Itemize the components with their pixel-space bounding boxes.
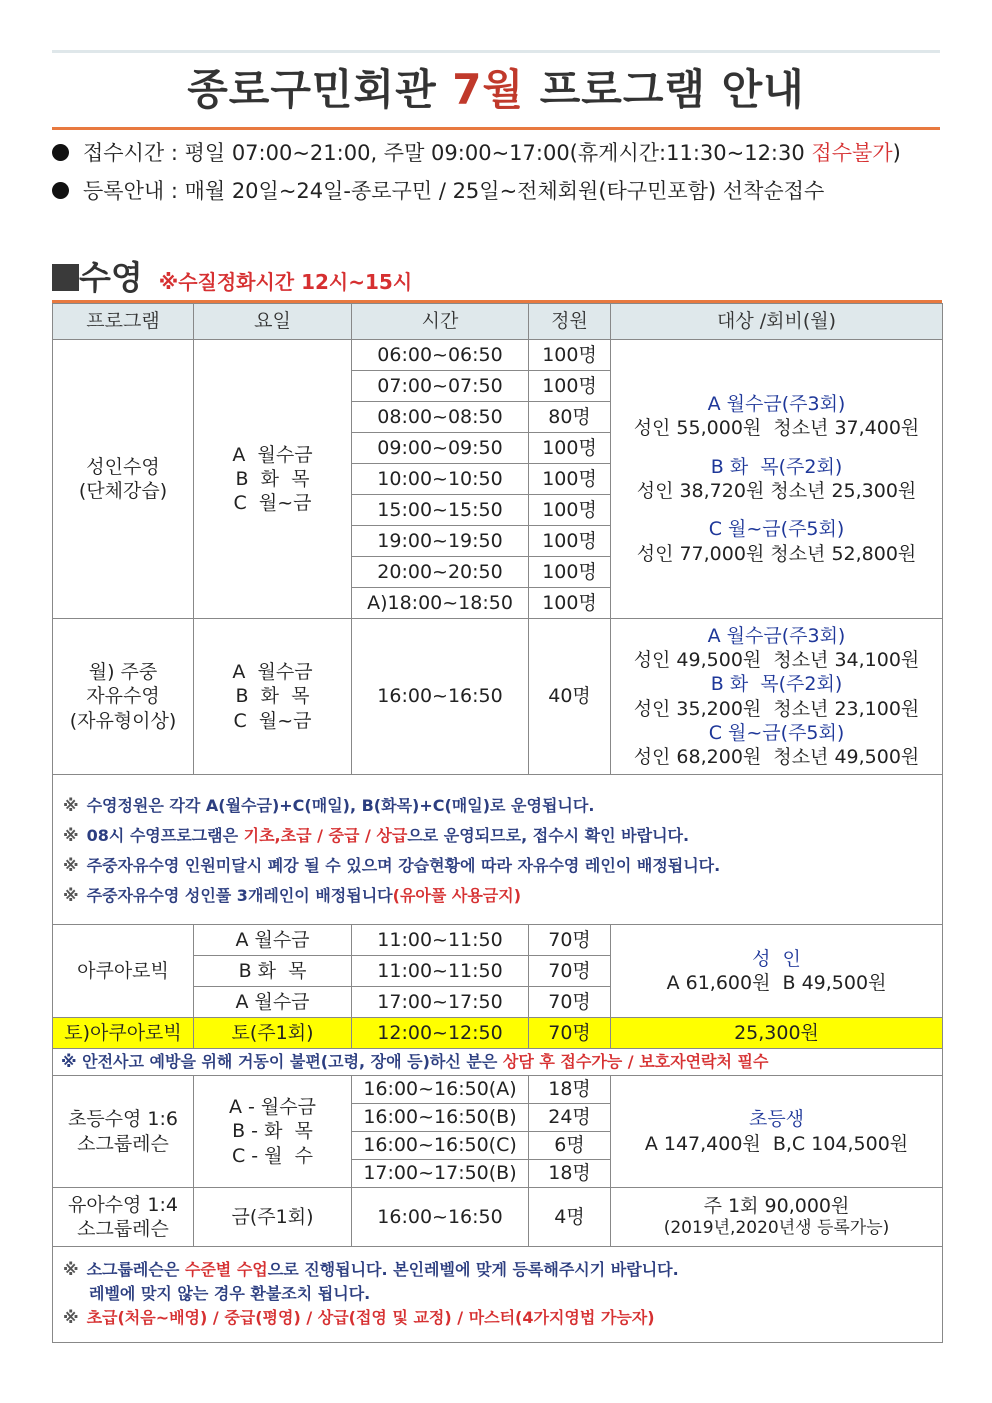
title-month: 7월 [452, 65, 525, 114]
header-capacity: 정원 [529, 304, 611, 340]
title-divider [52, 127, 940, 130]
adult-days-cell: A 월수금 B 화 목 C 월~금 [194, 340, 352, 619]
table-row: 10:00~10:50 100명 [53, 464, 943, 495]
table-row: 초등수영 1:6 소그룹레슨 A - 월수금 B - 화 목 C - 월 수 16:00~16:50(A) 18명 초등생 A 147,400원 B,C 104,500원 [53, 1076, 943, 1104]
table-header-row [53, 304, 943, 340]
top-divider [52, 50, 940, 53]
header-fee: 대상 /회비(월) [611, 304, 943, 340]
bullet-icon [52, 144, 69, 161]
table-row: 09:00~09:50 100명 [53, 433, 943, 464]
saturday-aqua-row: 토)아쿠아로빅 토(주1회) 12:00~12:50 70명 25,300원 [53, 1018, 943, 1049]
table-row: 07:00~07:50 100명 [53, 371, 943, 402]
table-row: B 화 목 11:00~11:50 70명 [53, 956, 943, 987]
kid-fee-cell: 주 1회 90,000원 (2019년,2020년생 등록가능) [611, 1188, 943, 1247]
program-table-wrapper [52, 300, 942, 1343]
table-row: A)18:00~18:50 100명 [53, 588, 943, 619]
elem-days-cell: A - 월수금 B - 화 목 C - 월 수 [194, 1076, 352, 1188]
page-title [52, 62, 940, 118]
header-program: 프로그램 [53, 304, 194, 340]
free-swim-program-cell: 월) 주중 자유수영 (자유형이상) [53, 619, 194, 775]
table-row: 16:00~16:50(B) 24명 [53, 1104, 943, 1132]
lesson-notes: ※ 소그룹레슨은 수준별 수업으로 진행됩니다. 본인레벨에 맞게 등록해주시기 바랍니다. 레벨에 맞지 않는 경우 환불조치 됩니다. ※ 초급(처음~배영) / 중급(평영) / 상급(접영 및 교정) / 마스터(4가지영법 가능자) [53, 1247, 943, 1343]
bottom-notes-row [53, 1247, 943, 1343]
bullet-icon [52, 182, 69, 199]
program-table [52, 303, 943, 1343]
aqua-program-cell: 아쿠아로빅 [53, 925, 194, 1018]
table-row: 아쿠아로빅 A 월수금 11:00~11:50 70명 성 인 A 61,600원 B 49,500원 [53, 925, 943, 956]
table-row: 17:00~17:50(B) 18명 [53, 1160, 943, 1188]
table-row: 월) 주중 자유수영 (자유형이상) A 월수금 B 화 목 C 월~금 16:00~16:50 40명 A 월수금(주3회) 성인 49,500원 청소년 34,100원 B 화 목(주2회) 성인 35,200원 청소년 23,100원 C 월~금(주5회) 성인 68,200원 청소년 49,500원 [53, 619, 943, 775]
table-row: 20:00~20:50 100명 [53, 557, 943, 588]
registration-info: 등록안내 : 매월 20일~24일-종로구민 / 25일~전체회원(타구민포함) 선착순접수 [52, 176, 824, 206]
table-row: A 월수금 17:00~17:50 70명 [53, 987, 943, 1018]
table-row: 15:00~15:50 100명 [53, 495, 943, 526]
section-title: 수영 [79, 258, 143, 297]
swim-notes: ※ 수영정원은 각각 A(월수금)+C(매일), B(화목)+C(매일)로 운영됩니다. ※ 08시 수영프로그램은 기초,초급 / 중급 / 상급으로 운영되므로, 접수시 확인 바랍니다. ※ 주중자유수영 인원미달시 폐강 될 수 있으며 강습현황에 따라 자유수영 레인이 배정됩니다. ※ 주중자유수영 성인풀 3개레인이 배정됩니다(유아풀 사용금지) [53, 775, 943, 925]
adult-fee-cell: A 월수금(주3회) 성인 55,000원 청소년 37,400원 B 화 목(주2회) 성인 38,720원 청소년 25,300원 C 월~금(주5회) 성인 77,000원 청소년 52,800원 [611, 340, 943, 619]
header-days: 요일 [194, 304, 352, 340]
square-bullet-icon [52, 264, 79, 291]
header-time: 시간 [352, 304, 529, 340]
elem-fee-cell: 초등생 A 147,400원 B,C 104,500원 [611, 1076, 943, 1188]
table-row: 성인수영 (단체강습) A 월수금 B 화 목 C 월~금 06:00~06:50 100명 A 월수금(주3회) 성인 55,000원 청소년 37,400원 B 화 목(주2회) 성인 38,720원 청소년 25,300원 C 월~금(주5회) 성인 77,000원 청소년 52,800원 [53, 340, 943, 371]
reception-hours: 접수시간 : 평일 07:00~21:00, 주말 09:00~17:00(휴게시간:11:30~12:30 접수불가) [52, 138, 901, 168]
elem-program-cell: 초등수영 1:6 소그룹레슨 [53, 1076, 194, 1188]
free-swim-fee-cell: A 월수금(주3회) 성인 49,500원 청소년 34,100원 B 화 목(주2회) 성인 35,200원 청소년 23,100원 C 월~금(주5회) 성인 68,200원 청소년 49,500원 [611, 619, 943, 775]
aqua-fee-cell: 성 인 A 61,600원 B 49,500원 [611, 925, 943, 1018]
notes-row [53, 775, 943, 925]
safety-warning: ※ 안전사고 예방을 위해 거동이 불편(고령, 장애 등)하신 분은 상담 후 접수가능 / 보호자연락처 필수 [53, 1049, 943, 1076]
table-row: 유아수영 1:4 소그룹레슨 금(주1회) 16:00~16:50 4명 주 1회 90,000원 (2019년,2020년생 등록가능) [53, 1188, 943, 1247]
warning-row [53, 1049, 943, 1076]
title-prefix: 종로구민회관 [187, 65, 437, 114]
title-suffix: 프로그램 안내 [539, 65, 805, 114]
table-row: 16:00~16:50(C) 6명 [53, 1132, 943, 1160]
free-swim-days-cell: A 월수금 B 화 목 C 월~금 [194, 619, 352, 775]
table-row: 08:00~08:50 80명 [53, 402, 943, 433]
adult-program-cell: 성인수영 (단체강습) [53, 340, 194, 619]
kid-program-cell: 유아수영 1:4 소그룹레슨 [53, 1188, 194, 1247]
section-heading [52, 252, 412, 299]
water-purification-note: ※수질정화시간 12시~15시 [158, 270, 413, 294]
table-row: 19:00~19:50 100명 [53, 526, 943, 557]
